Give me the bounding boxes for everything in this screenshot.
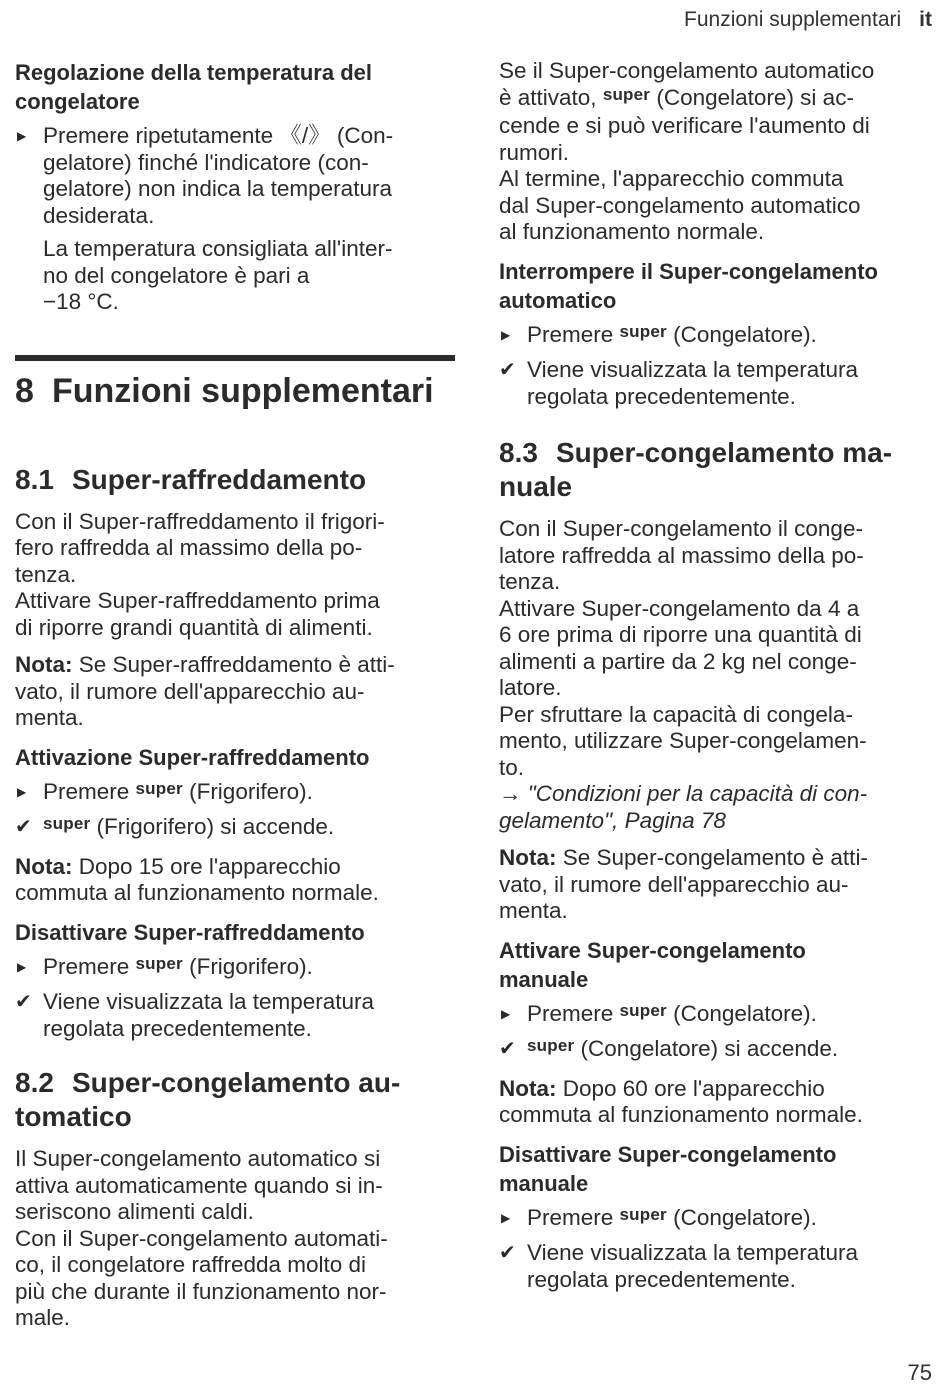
step-marker-icon: ▶ bbox=[501, 1006, 511, 1021]
step-item: ▶ Premere $^{super}$ (Congelatore). bbox=[501, 321, 817, 347]
cross-reference-link[interactable]: → "Condizioni per la capacità di con- bbox=[499, 781, 868, 806]
super-button-icon: super bbox=[43, 814, 91, 833]
section-8-2-body: Il Super-congelamento automatico si attiva automaticamente quando si in- seriscono alimenti caldi. Con il Super-congelamento automati- co, il congelatore raffredda molto di più che durante il funzionamento nor- male. bbox=[15, 1146, 388, 1330]
subheading-interrupt-auto-freeze: Interrompere il Super-congelamento automatico bbox=[499, 258, 878, 313]
section-8-3-body: Con il Super-congelamento il conge- latore raffredda al massimo della po- tenza. Attivare Super-congelamento da 4 a 6 ore prima di riporre una quantità di alimenti a partire da 2 kg nel conge- latore. Per sfruttare la capacità di congela- mento, utilizzare Super-congelamen- to. → "Condizioni per la capacità di con- gelamento", Pagina 78 bbox=[499, 516, 939, 834]
super-button-icon: super bbox=[602, 84, 651, 104]
section-8-1-title: 8.1 Super-raffreddamento bbox=[15, 463, 367, 495]
chapter-title: 8 Funzioni supplementari bbox=[15, 371, 434, 410]
super-button-icon: super bbox=[619, 321, 667, 341]
result-item: ✔ $^{super}$ (Congelatore) si accende. bbox=[499, 1036, 839, 1061]
step-marker-icon: ▶ bbox=[501, 1210, 511, 1225]
section-8-3-title: 8.3 Super-congelamento ma- nuale bbox=[499, 437, 893, 502]
step-item: ▶ Premere $^{super}$ (Frigorifero). bbox=[17, 953, 313, 979]
result-item: ✔ $^{super}$ (Frigorifero) si accende. bbox=[15, 814, 335, 839]
super-button-icon: super bbox=[135, 778, 183, 798]
section-8-1-body: Con il Super-raffreddamento il frigori- fero raffredda al massimo della po- tenza. Attivare Super-raffreddamento prima di riporre grandi quantità di alimenti. bbox=[15, 508, 385, 640]
subheading-deactivate-manual-freeze: Disattivare Super-congelamento manuale bbox=[499, 1141, 837, 1196]
running-header bbox=[684, 8, 932, 32]
subheading-activate-manual-freeze: Attivare Super-congelamento manuale bbox=[499, 937, 806, 992]
step-item: ▶ Premere ripetutamente 《/》 (Con- gelatore) finché l'indicatore (con- gelatore) non indica la temperatura desiderata. bbox=[17, 123, 394, 228]
header-title: Funzioni supplementari bbox=[684, 8, 902, 31]
freezer-arrows-icon: 《/》 bbox=[279, 123, 331, 148]
result-item: ✔ Viene visualizzata la temperatura regolata precedentemente. bbox=[15, 989, 375, 1041]
result-item: ✔ Viene visualizzata la temperatura regolata precedentemente. bbox=[499, 357, 859, 409]
super-button-icon: super bbox=[527, 1036, 575, 1055]
super-button-icon: super bbox=[135, 953, 183, 973]
chapter-rule bbox=[15, 355, 455, 361]
check-icon: ✔ bbox=[15, 816, 32, 838]
left-column bbox=[15, 58, 455, 1332]
check-icon: ✔ bbox=[499, 359, 516, 381]
super-button-icon: super bbox=[619, 1204, 667, 1224]
step-marker-icon: ▶ bbox=[17, 959, 27, 974]
step-marker-icon: ▶ bbox=[17, 129, 27, 143]
arrow-right-icon: → bbox=[499, 781, 522, 806]
super-button-icon: super bbox=[619, 1000, 667, 1020]
check-icon: ✔ bbox=[499, 1038, 516, 1060]
subheading-freezer-temperature: Regolazione della temperatura del congelatore bbox=[15, 60, 372, 114]
note-block: Nota: Se Super-congelamento è atti- vato, il rumore dell'apparecchio au- menta. bbox=[499, 845, 868, 923]
step-item: ▶ Premere $^{super}$ (Congelatore). bbox=[501, 1000, 817, 1026]
auto-freeze-body: Se il Super-congelamento automatico è attivato, $^{super}$ (Congelatore) si ac- cende e si può verificare l'aumento di rumori. Al termine, l'apparecchio commuta dal Super-congelamento automatico al funzionamento normale. bbox=[499, 58, 875, 244]
check-icon: ✔ bbox=[15, 991, 32, 1013]
note-block: Nota: Se Super-raffreddamento è atti- vato, il rumore dell'apparecchio au- menta. bbox=[15, 652, 395, 730]
note-block: Nota: Dopo 60 ore l'apparecchio commuta al funzionamento normale. bbox=[499, 1075, 863, 1127]
step-marker-icon: ▶ bbox=[17, 784, 27, 799]
section-8-2-title: 8.2 Super-congelamento au- tomatico bbox=[15, 1067, 401, 1132]
page-number: 75 bbox=[907, 1360, 932, 1385]
result-item: ✔ Viene visualizzata la temperatura regolata precedentemente. bbox=[499, 1240, 859, 1292]
recommended-temperature-note: La temperatura consigliata all'inter- no del congelatore è pari a −18 °C. bbox=[43, 236, 393, 314]
step-item: ▶ Premere $^{super}$ (Frigorifero). bbox=[17, 778, 313, 804]
subheading-deactivate-super-cooling: Disattivare Super-raffreddamento bbox=[15, 919, 365, 945]
right-column bbox=[499, 58, 939, 1293]
subheading-activate-super-cooling: Attivazione Super-raffreddamento bbox=[15, 744, 370, 770]
header-language: it bbox=[919, 8, 932, 31]
check-icon: ✔ bbox=[499, 1242, 516, 1264]
step-marker-icon: ▶ bbox=[501, 327, 511, 342]
note-block: Nota: Dopo 15 ore l'apparecchio commuta al funzionamento normale. bbox=[15, 853, 379, 905]
step-item: ▶ Premere $^{super}$ (Congelatore). bbox=[501, 1204, 817, 1230]
